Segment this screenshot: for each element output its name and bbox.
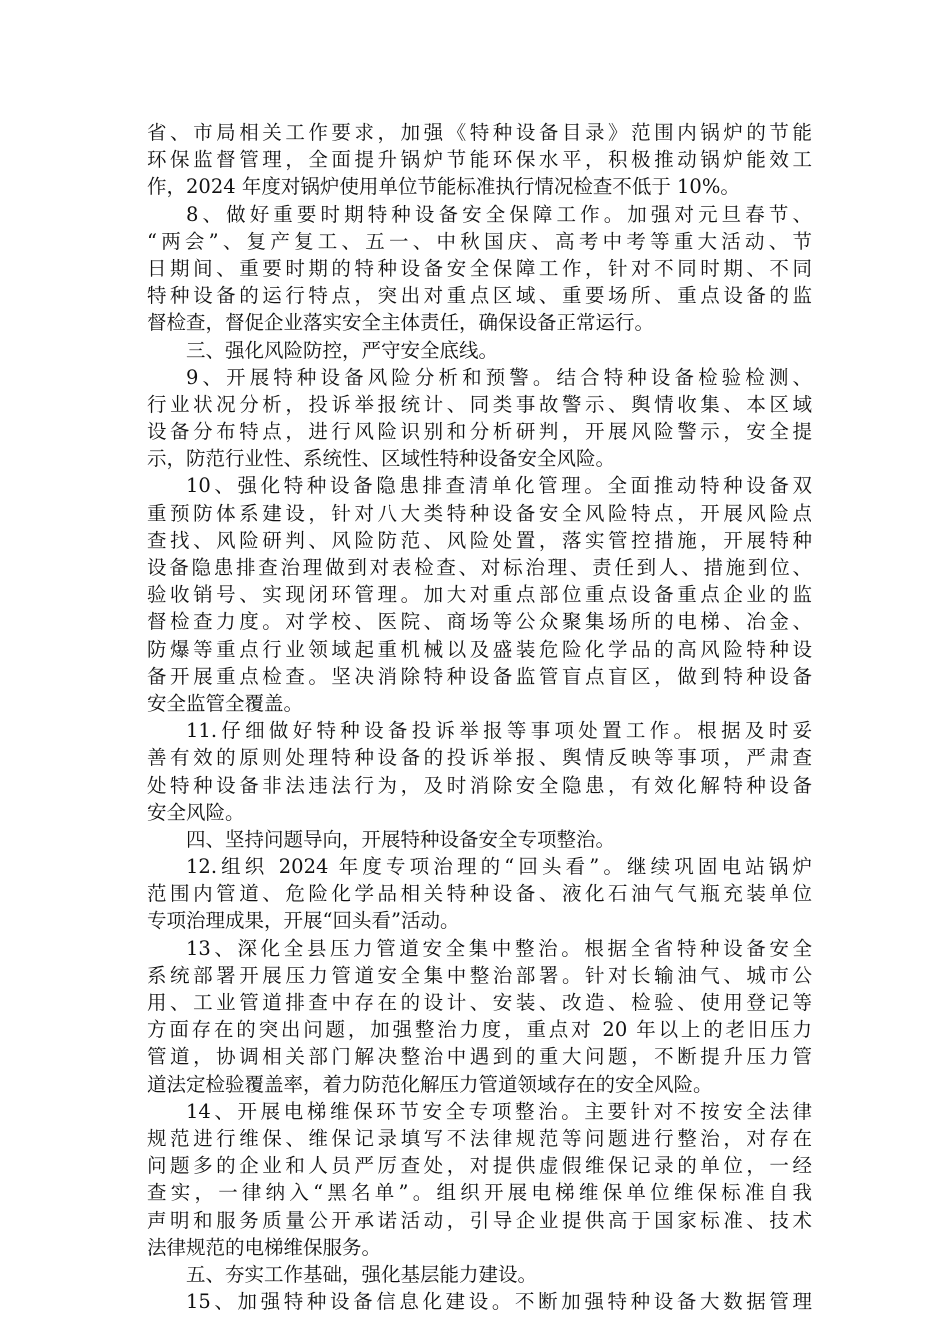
text-line: 9、开展特种设备风险分析和预警。结合特种设备检验检测、 (186, 365, 812, 389)
text-line: 用、工业管道排查中存在的设计、安装、改造、检验、使用登记等 (147, 991, 812, 1014)
document-page (147, 119, 812, 1315)
text-line: 12.组织 2024 年度专项治理的“回头看”。继续巩固电站锅炉 (186, 855, 812, 879)
text-line: 重预防体系建设，针对八大类特种设备安全风险特点，开展风险点 (147, 501, 812, 525)
text-line: 处特种设备非法违法行为，及时消除安全隐患，有效化解特种设备 (147, 773, 812, 797)
text-line: 8、做好重要时期特种设备安全保障工作。加强对元旦春节、 (186, 202, 812, 226)
text-line: 四、坚持问题导向，开展特种设备安全专项整治。 (186, 827, 616, 851)
text-line: 查实，一律纳入“黑名单”。组织开展电梯维保单位维保标准自我 (147, 1181, 812, 1205)
text-line: 三、强化风险防控，严守安全底线。 (186, 338, 499, 362)
text-line: 14、开展电梯维保环节安全专项整治。主要针对不按安全法律 (186, 1099, 812, 1123)
text-line: 五、夯实工作基础，强化基层能力建设。 (186, 1262, 538, 1286)
text-line: 规范进行维保、维保记录填写不法律规范等问题进行整治，对存在 (147, 1126, 812, 1150)
text-line: 安全监管全覆盖。 (147, 691, 304, 715)
text-line: 善有效的原则处理特种设备的投诉举报、舆情反映等事项，严肃查 (147, 746, 812, 770)
text-line: 作，2024 年度对锅炉使用单位节能标准执行情况检查不低于 10%。 (147, 175, 740, 199)
text-line: 11.仔细做好特种设备投诉举报等事项处置工作。根据及时妥 (186, 719, 812, 743)
text-line: 设备分布特点，进行风险识别和分析研判，开展风险警示，安全提 (147, 420, 812, 444)
text-line: 15、加强特种设备信息化建设。不断加强特种设备大数据管理 (186, 1290, 812, 1314)
text-line: 督检查，督促企业落实安全主体责任，确保设备正常运行。 (147, 311, 655, 335)
text-line: 专项治理成果，开展“回头看”活动。 (147, 909, 460, 933)
text-line: 特种设备的运行特点，突出对重点区域、重要场所、重点设备的监 (147, 284, 812, 308)
text-line: 示，防范行业性、系统性、区域性特种设备安全风险。 (147, 447, 616, 471)
text-line: 省、市局相关工作要求，加强《特种设备目录》范围内锅炉的节能 (147, 121, 812, 144)
text-line: 日期间、重要时期的特种设备安全保障工作，针对不同时期、不同 (147, 256, 812, 280)
text-line: 验收销号、实现闭环管理。加大对重点部位重点设备重点企业的监 (147, 583, 812, 607)
text-line: 环保监督管理，全面提升锅炉节能环保水平，积极推动锅炉能效工 (147, 148, 812, 172)
text-line: 安全风险。 (147, 800, 245, 824)
text-line: 设备隐患排查治理做到对表检查、对标治理、责任到人、措施到位、 (147, 556, 812, 579)
text-line: 问题多的企业和人员严厉查处，对提供虚假维保记录的单位，一经 (147, 1154, 812, 1178)
text-line: 督检查力度。对学校、医院、商场等公众聚集场所的电梯、冶金、 (147, 610, 812, 634)
text-line: 查找、风险研判、风险防范、风险处置，落实管控措施，开展特种 (147, 528, 812, 552)
text-line: 系统部署开展压力管道安全集中整治部署。针对长输油气、城市公 (147, 963, 812, 987)
text-line: 备开展重点检查。坚决消除特种设备监管盲点盲区，做到特种设备 (147, 664, 812, 688)
text-line: 方面存在的突出问题，加强整治力度，重点对 20 年以上的老旧压力 (147, 1018, 812, 1042)
text-line: “两会”、复产复工、五一、中秋国庆、高考中考等重大活动、节 (147, 229, 812, 253)
text-line: 法律规范的电梯维保服务。 (147, 1235, 382, 1259)
text-line: 行业状况分析，投诉举报统计、同类事故警示、舆情收集、本区域 (147, 392, 812, 416)
text-line: 防爆等重点行业领域起重机械以及盛装危险化学品的高风险特种设 (147, 637, 812, 661)
text-line: 声明和服务质量公开承诺活动，引导企业提供高于国家标准、技术 (147, 1208, 812, 1232)
text-line: 13、深化全县压力管道安全集中整治。根据全省特种设备安全 (186, 936, 812, 960)
text-line: 道法定检验覆盖率，着力防范化解压力管道领域存在的安全风险。 (147, 1072, 713, 1096)
text-line: 管道，协调相关部门解决整治中遇到的重大问题，不断提升压力管 (147, 1045, 812, 1069)
text-line: 范围内管道、危险化学品相关特种设备、液化石油气气瓶充装单位 (147, 882, 812, 906)
text-line: 10、强化特种设备隐患排查清单化管理。全面推动特种设备双 (186, 474, 812, 498)
